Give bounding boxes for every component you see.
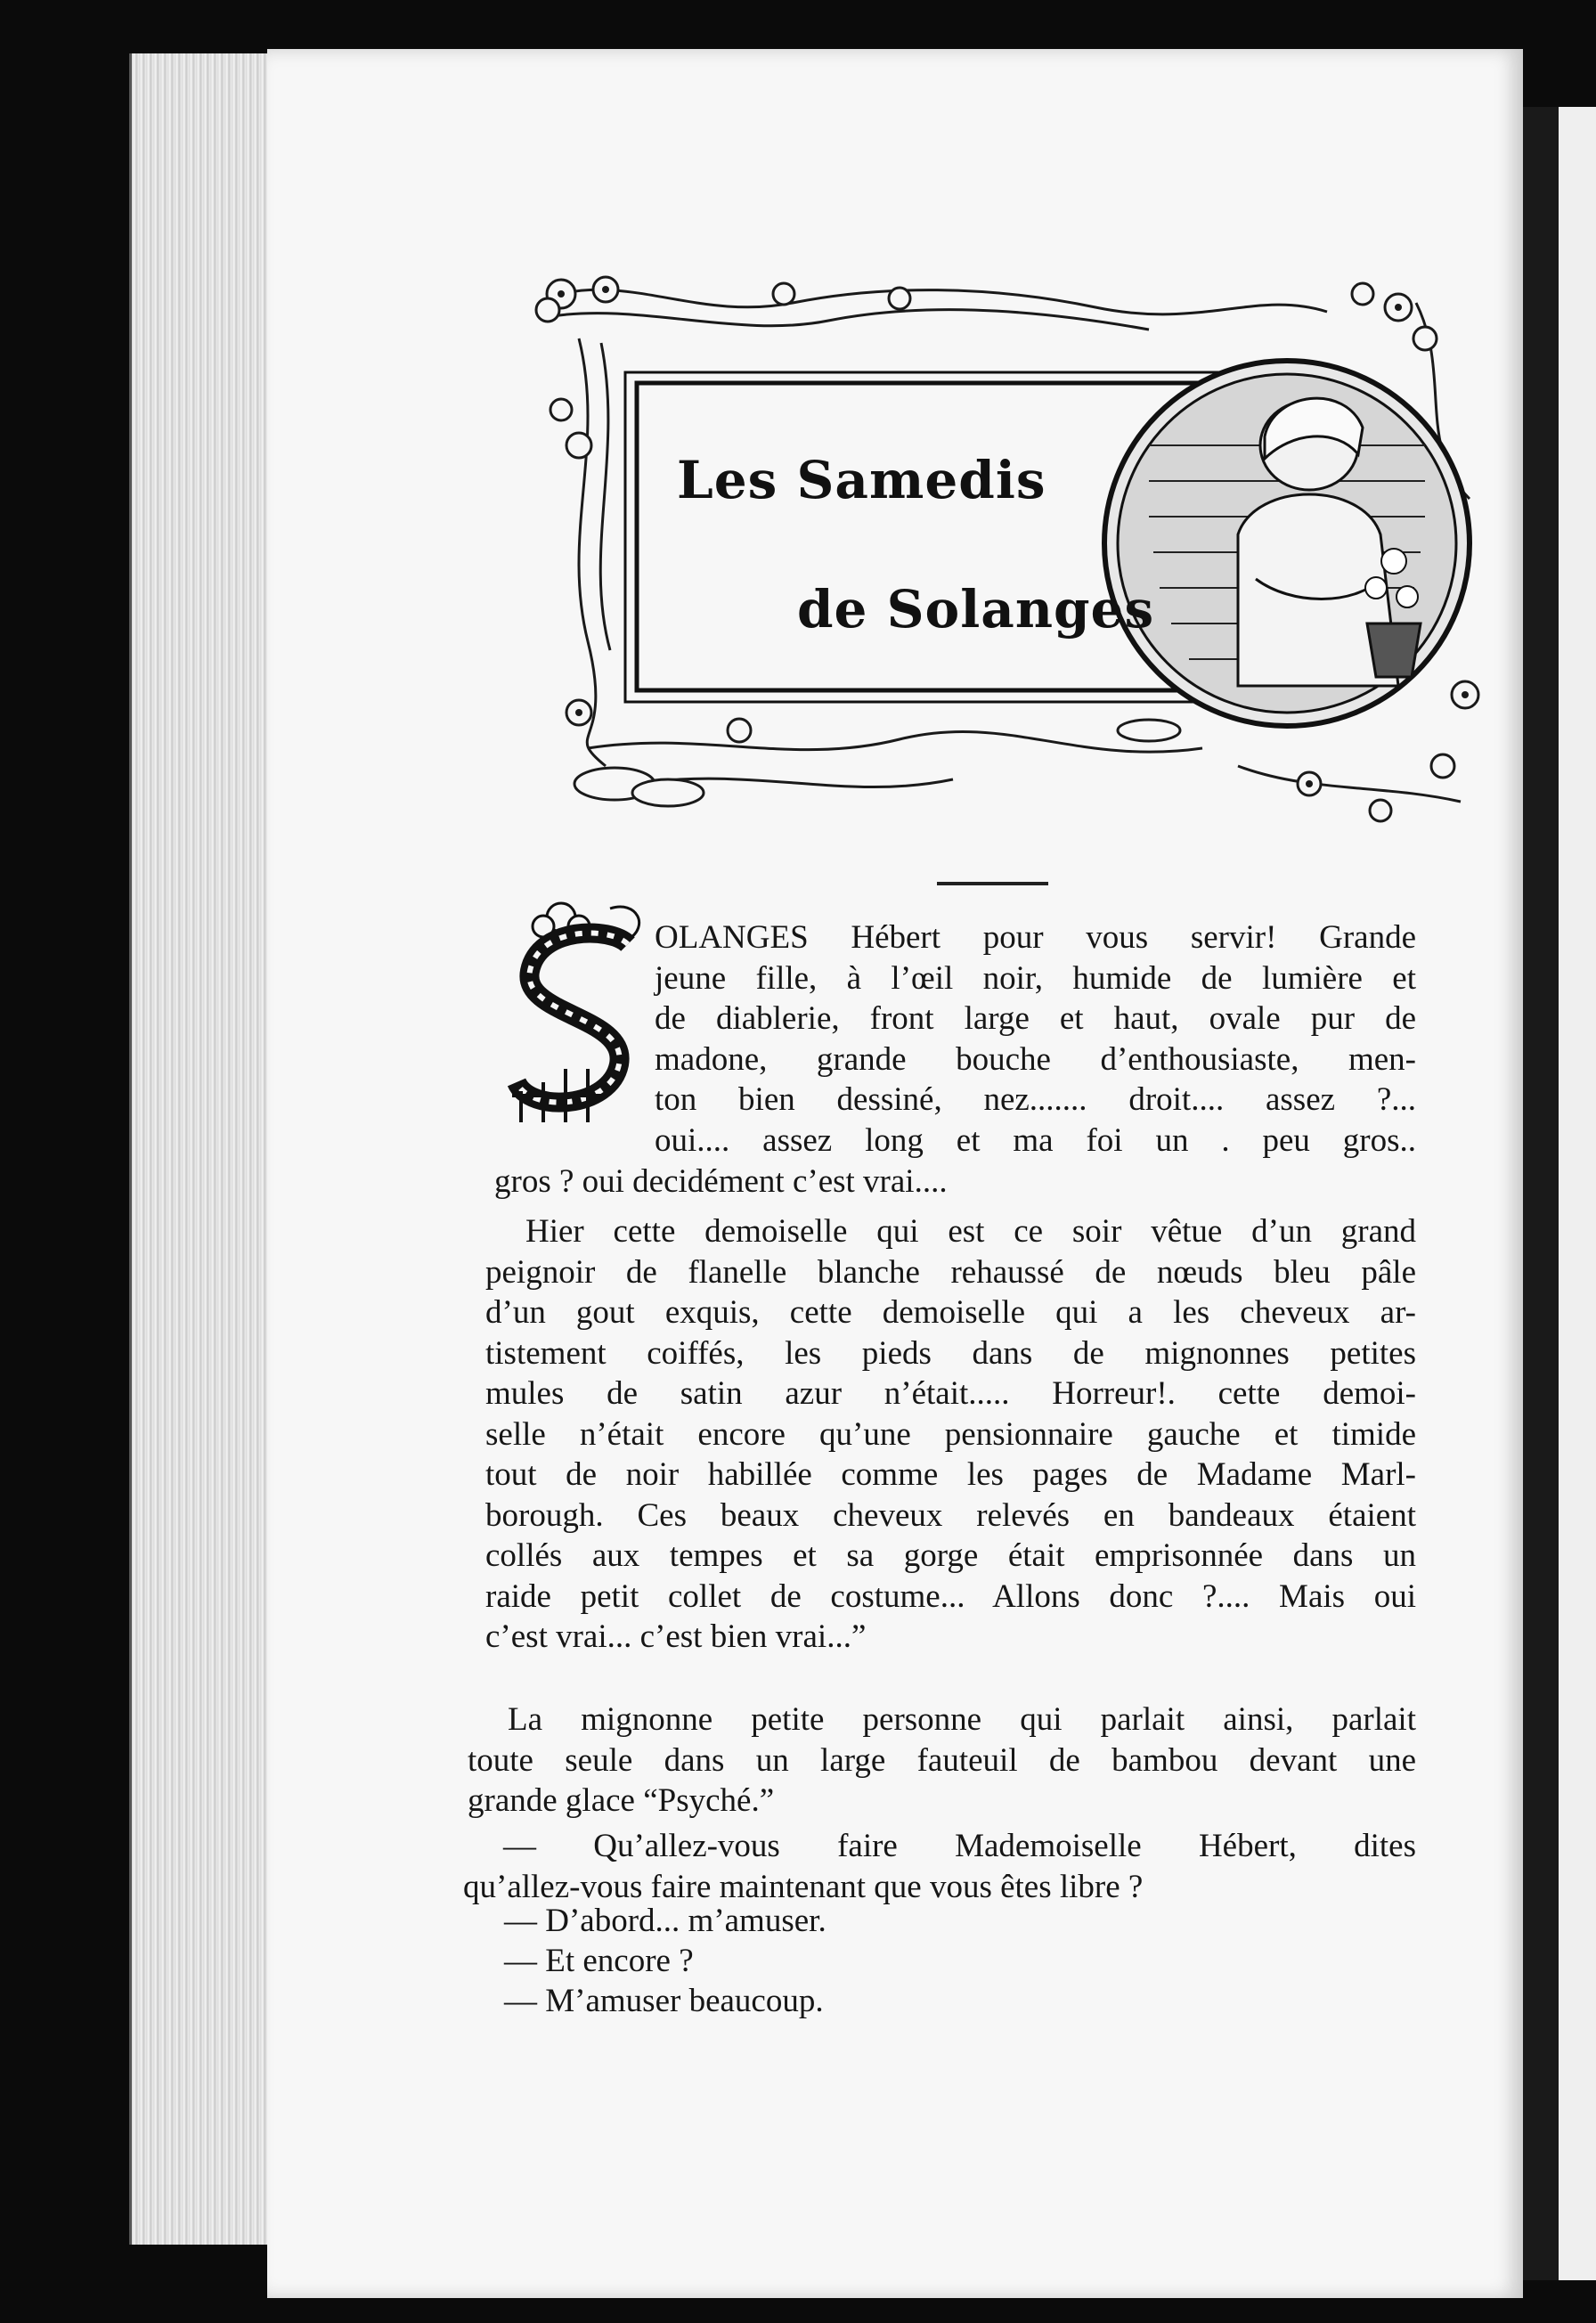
text-line: OLANGES Hébert pour vous servir! Grande bbox=[655, 919, 1416, 956]
text-line: La mignonne petite personne qui parlait ainsi, parlait bbox=[508, 1701, 1416, 1738]
paragraph-1-tail bbox=[494, 1162, 1118, 1202]
floral-vine-frame bbox=[525, 267, 1514, 828]
text-line: ton bien dessiné, nez....... droit.... assez ?... bbox=[655, 1081, 1416, 1118]
decorative-dropcap bbox=[503, 891, 659, 1127]
text-line: Hier cette demoiselle qui est ce soir vêtue d’un grand bbox=[525, 1213, 1416, 1250]
ornamental-header bbox=[525, 267, 1514, 828]
section-divider bbox=[937, 882, 1048, 885]
text-line: qu’allez-vous faire maintenant que vous êtes libre ? bbox=[463, 1868, 1144, 1905]
text-line: tistement coiffés, les pieds dans de mignonnes petites bbox=[485, 1334, 1416, 1372]
text-line: madone, grande bouche d’enthousiaste, men- bbox=[655, 1040, 1416, 1078]
text-line: raide petit collet de costume... Allons donc ?.... Mais oui bbox=[485, 1577, 1416, 1615]
chapter-title-line1: Les Samedis bbox=[677, 450, 1046, 510]
page-stack-edge bbox=[129, 53, 274, 2245]
paragraph-4 bbox=[463, 1826, 1416, 1907]
facing-page-edge bbox=[1559, 107, 1596, 2280]
text-line: selle n’était encore qu’une pensionnaire gauche et timide bbox=[485, 1415, 1416, 1453]
text-line: d’un gout exquis, cette demoiselle qui a les cheveux ar- bbox=[485, 1294, 1416, 1331]
text-line: tout de noir habillée comme les pages de Madame Marl- bbox=[485, 1456, 1416, 1493]
text-line: de diablerie, front large et haut, ovale pur de bbox=[655, 1000, 1416, 1037]
paragraph-3 bbox=[468, 1699, 1416, 1822]
text-line: borough. Ces beaux cheveux relevés en bandeaux étaient bbox=[485, 1496, 1416, 1534]
text-line: toute seule dans un large fauteuil de bambou devant une bbox=[468, 1741, 1416, 1779]
dialogue-line: — M’amuser beaucoup. bbox=[504, 1983, 824, 2019]
chapter-title-line2: de Solanges bbox=[797, 579, 1155, 640]
text-line: grande glace “Psyché.” bbox=[468, 1782, 775, 1819]
text-line: — Qu’allez-vous faire Mademoiselle Hébert, dites bbox=[503, 1828, 1416, 1864]
text-line: collés aux tempes et sa gorge était emprisonnée dans un bbox=[485, 1537, 1416, 1574]
book-gutter bbox=[1523, 107, 1559, 2280]
text-line: oui.... assez long et ma foi un . peu gros.. bbox=[655, 1121, 1416, 1159]
text-line: mules de satin azur n’était..... Horreur!. cette demoi- bbox=[485, 1375, 1416, 1412]
text-line: peignoir de flanelle blanche rehaussé de nœuds bleu pâle bbox=[485, 1253, 1416, 1291]
text-line: gros ? oui decidément c’est vrai.... bbox=[494, 1163, 948, 1200]
paragraph-2 bbox=[485, 1211, 1416, 1658]
text-line: c’est vrai... c’est bien vrai...” bbox=[485, 1618, 867, 1655]
paragraph-1 bbox=[655, 917, 1416, 1161]
text-line: jeune fille, à l’œil noir, humide de lumière et bbox=[655, 959, 1416, 997]
dialogue-line: — Et encore ? bbox=[504, 1943, 694, 1979]
dialogue-line: — D’abord... m’amuser. bbox=[504, 1903, 826, 1939]
